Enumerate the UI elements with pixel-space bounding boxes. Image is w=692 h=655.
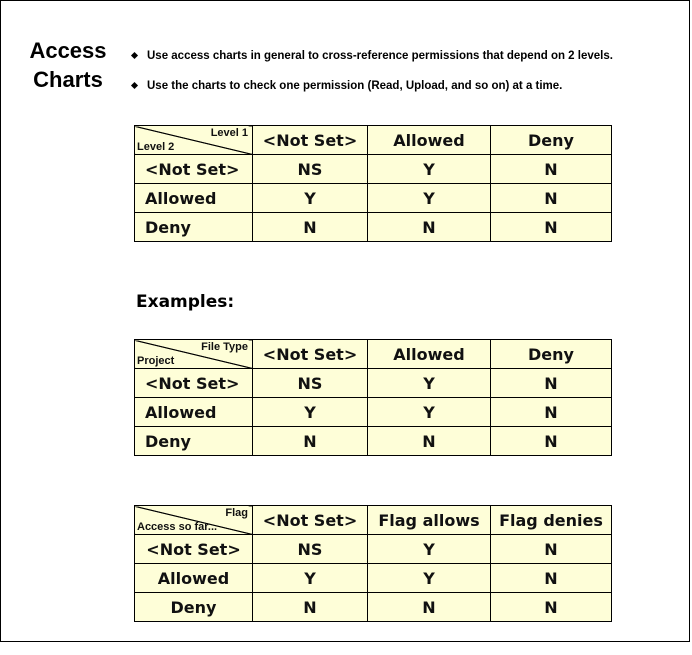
column-header: <Not Set> [253,126,368,155]
result-cell: Y [368,398,491,427]
row-header: <Not Set> [135,369,253,398]
result-cell: N [491,184,612,213]
result-cell: Y [368,184,491,213]
row-header: Deny [135,213,253,242]
table-row [135,155,612,184]
result-cell: Y [368,155,491,184]
page-title-line-2: Charts [33,67,103,92]
result-cell: N [491,593,612,622]
row-header: Allowed [135,564,253,593]
bullet-diamond-icon [131,82,138,89]
page-title-line-1: Access [29,38,107,63]
result-cell: NS [253,535,368,564]
table-row [135,427,612,456]
column-header: Allowed [368,126,491,155]
result-cell: Y [368,535,491,564]
result-cell: N [368,213,491,242]
bullet-text: Use access charts in general to cross-reference permissions that depend on 2 levels. [147,50,613,62]
corner-header [135,340,253,369]
examples-heading: Examples: [136,292,235,312]
row-header: <Not Set> [135,155,253,184]
column-header: Flag allows [368,506,491,535]
result-cell: N [491,155,612,184]
column-header: <Not Set> [253,340,368,369]
row-header: Deny [135,593,253,622]
corner-row-axis-label: Level 2 [137,141,175,153]
table-row [135,213,612,242]
row-header: <Not Set> [135,535,253,564]
corner-header [135,506,253,535]
result-cell: Y [368,564,491,593]
row-header: Allowed [135,398,253,427]
table-row [135,369,612,398]
result-cell: N [253,593,368,622]
result-cell: N [368,593,491,622]
result-cell: NS [253,155,368,184]
result-cell: N [368,427,491,456]
corner-row-axis-label: Access so far... [137,521,218,533]
result-cell: N [253,213,368,242]
access-chart-flags [134,505,612,622]
result-cell: Y [253,398,368,427]
corner-header [135,126,253,155]
column-header: Deny [491,126,612,155]
bullet-list [131,48,613,108]
column-header: <Not Set> [253,506,368,535]
column-header: Deny [491,340,612,369]
result-cell: N [491,369,612,398]
result-cell: Y [368,369,491,398]
result-cell: N [253,427,368,456]
result-cell: N [491,535,612,564]
result-cell: N [491,398,612,427]
column-header: Flag denies [491,506,612,535]
result-cell: N [491,213,612,242]
result-cell: NS [253,369,368,398]
corner-column-axis-label: Flag [225,507,248,519]
table-row [135,564,612,593]
bullet-diamond-icon [131,52,138,59]
access-chart-project-filetype [134,339,612,456]
result-cell: Y [253,564,368,593]
table-row [135,535,612,564]
table-row [135,398,612,427]
row-header: Deny [135,427,253,456]
result-cell: N [491,564,612,593]
table-row [135,184,612,213]
access-chart-levels [134,125,612,242]
bullet-item [131,48,613,78]
result-cell: Y [253,184,368,213]
page-title [23,36,113,94]
column-header: Allowed [368,340,491,369]
bullet-item [131,78,613,108]
bullet-text: Use the charts to check one permission (Read, Upload, and so on) at a time. [147,80,563,92]
table-row [135,593,612,622]
corner-column-axis-label: Level 1 [210,127,248,139]
corner-column-axis-label: File Type [201,341,248,353]
row-header: Allowed [135,184,253,213]
corner-row-axis-label: Project [137,355,175,367]
result-cell: N [491,427,612,456]
